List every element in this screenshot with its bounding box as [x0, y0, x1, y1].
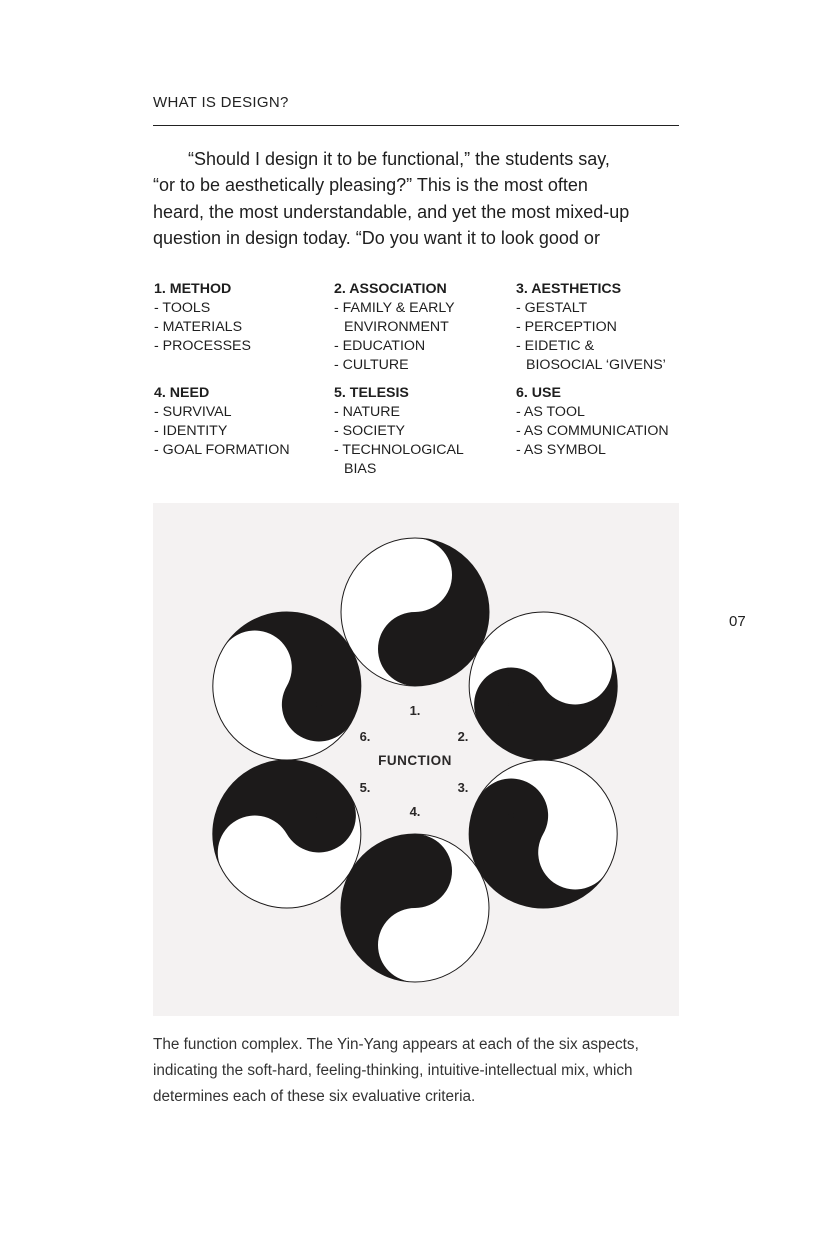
aspect-label: 1.: [409, 703, 421, 718]
aspect-label: 5.: [359, 780, 371, 795]
criterion-item-line: - SOCIETY: [334, 423, 405, 439]
criterion-item: [516, 299, 666, 318]
criterion-item: [154, 422, 290, 441]
criterion-title: 6. USE: [516, 385, 561, 401]
caption-line: The function complex. The Yin-Yang appears at each of the six aspects,: [153, 1036, 639, 1053]
function-complex-diagram: [153, 503, 679, 1016]
criterion-block: [154, 384, 290, 460]
criterion-item: [516, 422, 669, 441]
body-line: “or to be aesthetically pleasing?” This is the most often: [153, 175, 588, 196]
header-rule: [153, 125, 679, 126]
criterion-item: [334, 441, 464, 479]
figure-caption: [153, 1032, 693, 1111]
criterion-item-line: - GESTALT: [516, 300, 588, 316]
criterion-item-line: - CULTURE: [334, 357, 409, 373]
running-head: WHAT IS DESIGN?: [153, 94, 289, 111]
criterion-item: [516, 403, 669, 422]
criterion-title: 2. ASSOCIATION: [334, 281, 447, 297]
aspect-label: 2.: [457, 729, 469, 744]
criterion-block: [154, 280, 251, 356]
criterion-item-line: - AS SYMBOL: [516, 442, 606, 458]
body-paragraph: [153, 146, 693, 251]
criterion-item: [516, 441, 669, 460]
body-line: heard, the most understandable, and yet the most mixed-up: [153, 201, 630, 222]
criterion-item-line: BIOSOCIAL ‘GIVENS’: [526, 357, 666, 373]
criterion-title: 4. NEED: [154, 385, 210, 401]
criterion-item: [516, 318, 666, 337]
criterion-item-line: - IDENTITY: [154, 423, 228, 439]
caption-line: determines each of these six evaluative criteria.: [153, 1088, 476, 1106]
criterion-block: [334, 280, 455, 375]
criterion-title: 3. AESTHETICS: [516, 281, 622, 297]
function-complex-figure: [153, 503, 679, 1016]
criterion-item: [516, 337, 666, 375]
criterion-block: [516, 280, 666, 375]
criterion-item-line: - TOOLS: [154, 300, 211, 316]
criterion-item-line: - PROCESSES: [154, 338, 251, 354]
criterion-block: [516, 384, 669, 460]
criterion-item-line: - MATERIALS: [154, 319, 243, 335]
aspect-label: 4.: [409, 804, 421, 819]
criterion-item-line: - NATURE: [334, 404, 400, 420]
criterion-item: [334, 337, 455, 356]
criterion-item-line: ENVIRONMENT: [344, 319, 449, 335]
criterion-title: 5. TELESIS: [334, 385, 409, 401]
body-line: “Should I design it to be functional,” the students say,: [188, 149, 610, 169]
criterion-item-line: - SURVIVAL: [154, 404, 232, 420]
criterion-item-line: - AS TOOL: [516, 404, 585, 420]
criterion-item-line: - GOAL FORMATION: [154, 442, 290, 458]
criterion-item: [334, 422, 464, 441]
criterion-item: [154, 318, 251, 337]
criterion-item-line: - EIDETIC &: [516, 338, 595, 354]
center-label: FUNCTION: [378, 753, 452, 768]
criterion-title: 1. METHOD: [154, 281, 232, 297]
aspect-label: 3.: [457, 780, 469, 795]
criterion-item-line: BIAS: [344, 461, 377, 477]
body-line: question in design today. “Do you want it to look good or: [153, 227, 600, 248]
criterion-item-line: - PERCEPTION: [516, 319, 617, 335]
criterion-item-line: - TECHNOLOGICAL: [334, 442, 464, 458]
aspect-label: 6.: [359, 729, 371, 744]
criterion-item-line: - EDUCATION: [334, 338, 426, 354]
criterion-block: [334, 384, 464, 479]
criterion-item: [154, 403, 290, 422]
criterion-item: [154, 299, 251, 318]
yin-yang-icon: [341, 834, 489, 982]
page-number: 07: [729, 613, 746, 630]
yin-yang-icon: [341, 538, 489, 686]
criterion-item-line: - FAMILY & EARLY: [334, 300, 455, 316]
criterion-item: [334, 356, 455, 375]
criterion-item: [334, 299, 455, 337]
caption-line: indicating the soft-hard, feeling-thinking, intuitive-intellectual mix, which: [153, 1062, 633, 1080]
criterion-item: [334, 403, 464, 422]
criterion-item: [154, 441, 290, 460]
criterion-item: [154, 337, 251, 356]
criterion-item-line: - AS COMMUNICATION: [516, 423, 669, 439]
